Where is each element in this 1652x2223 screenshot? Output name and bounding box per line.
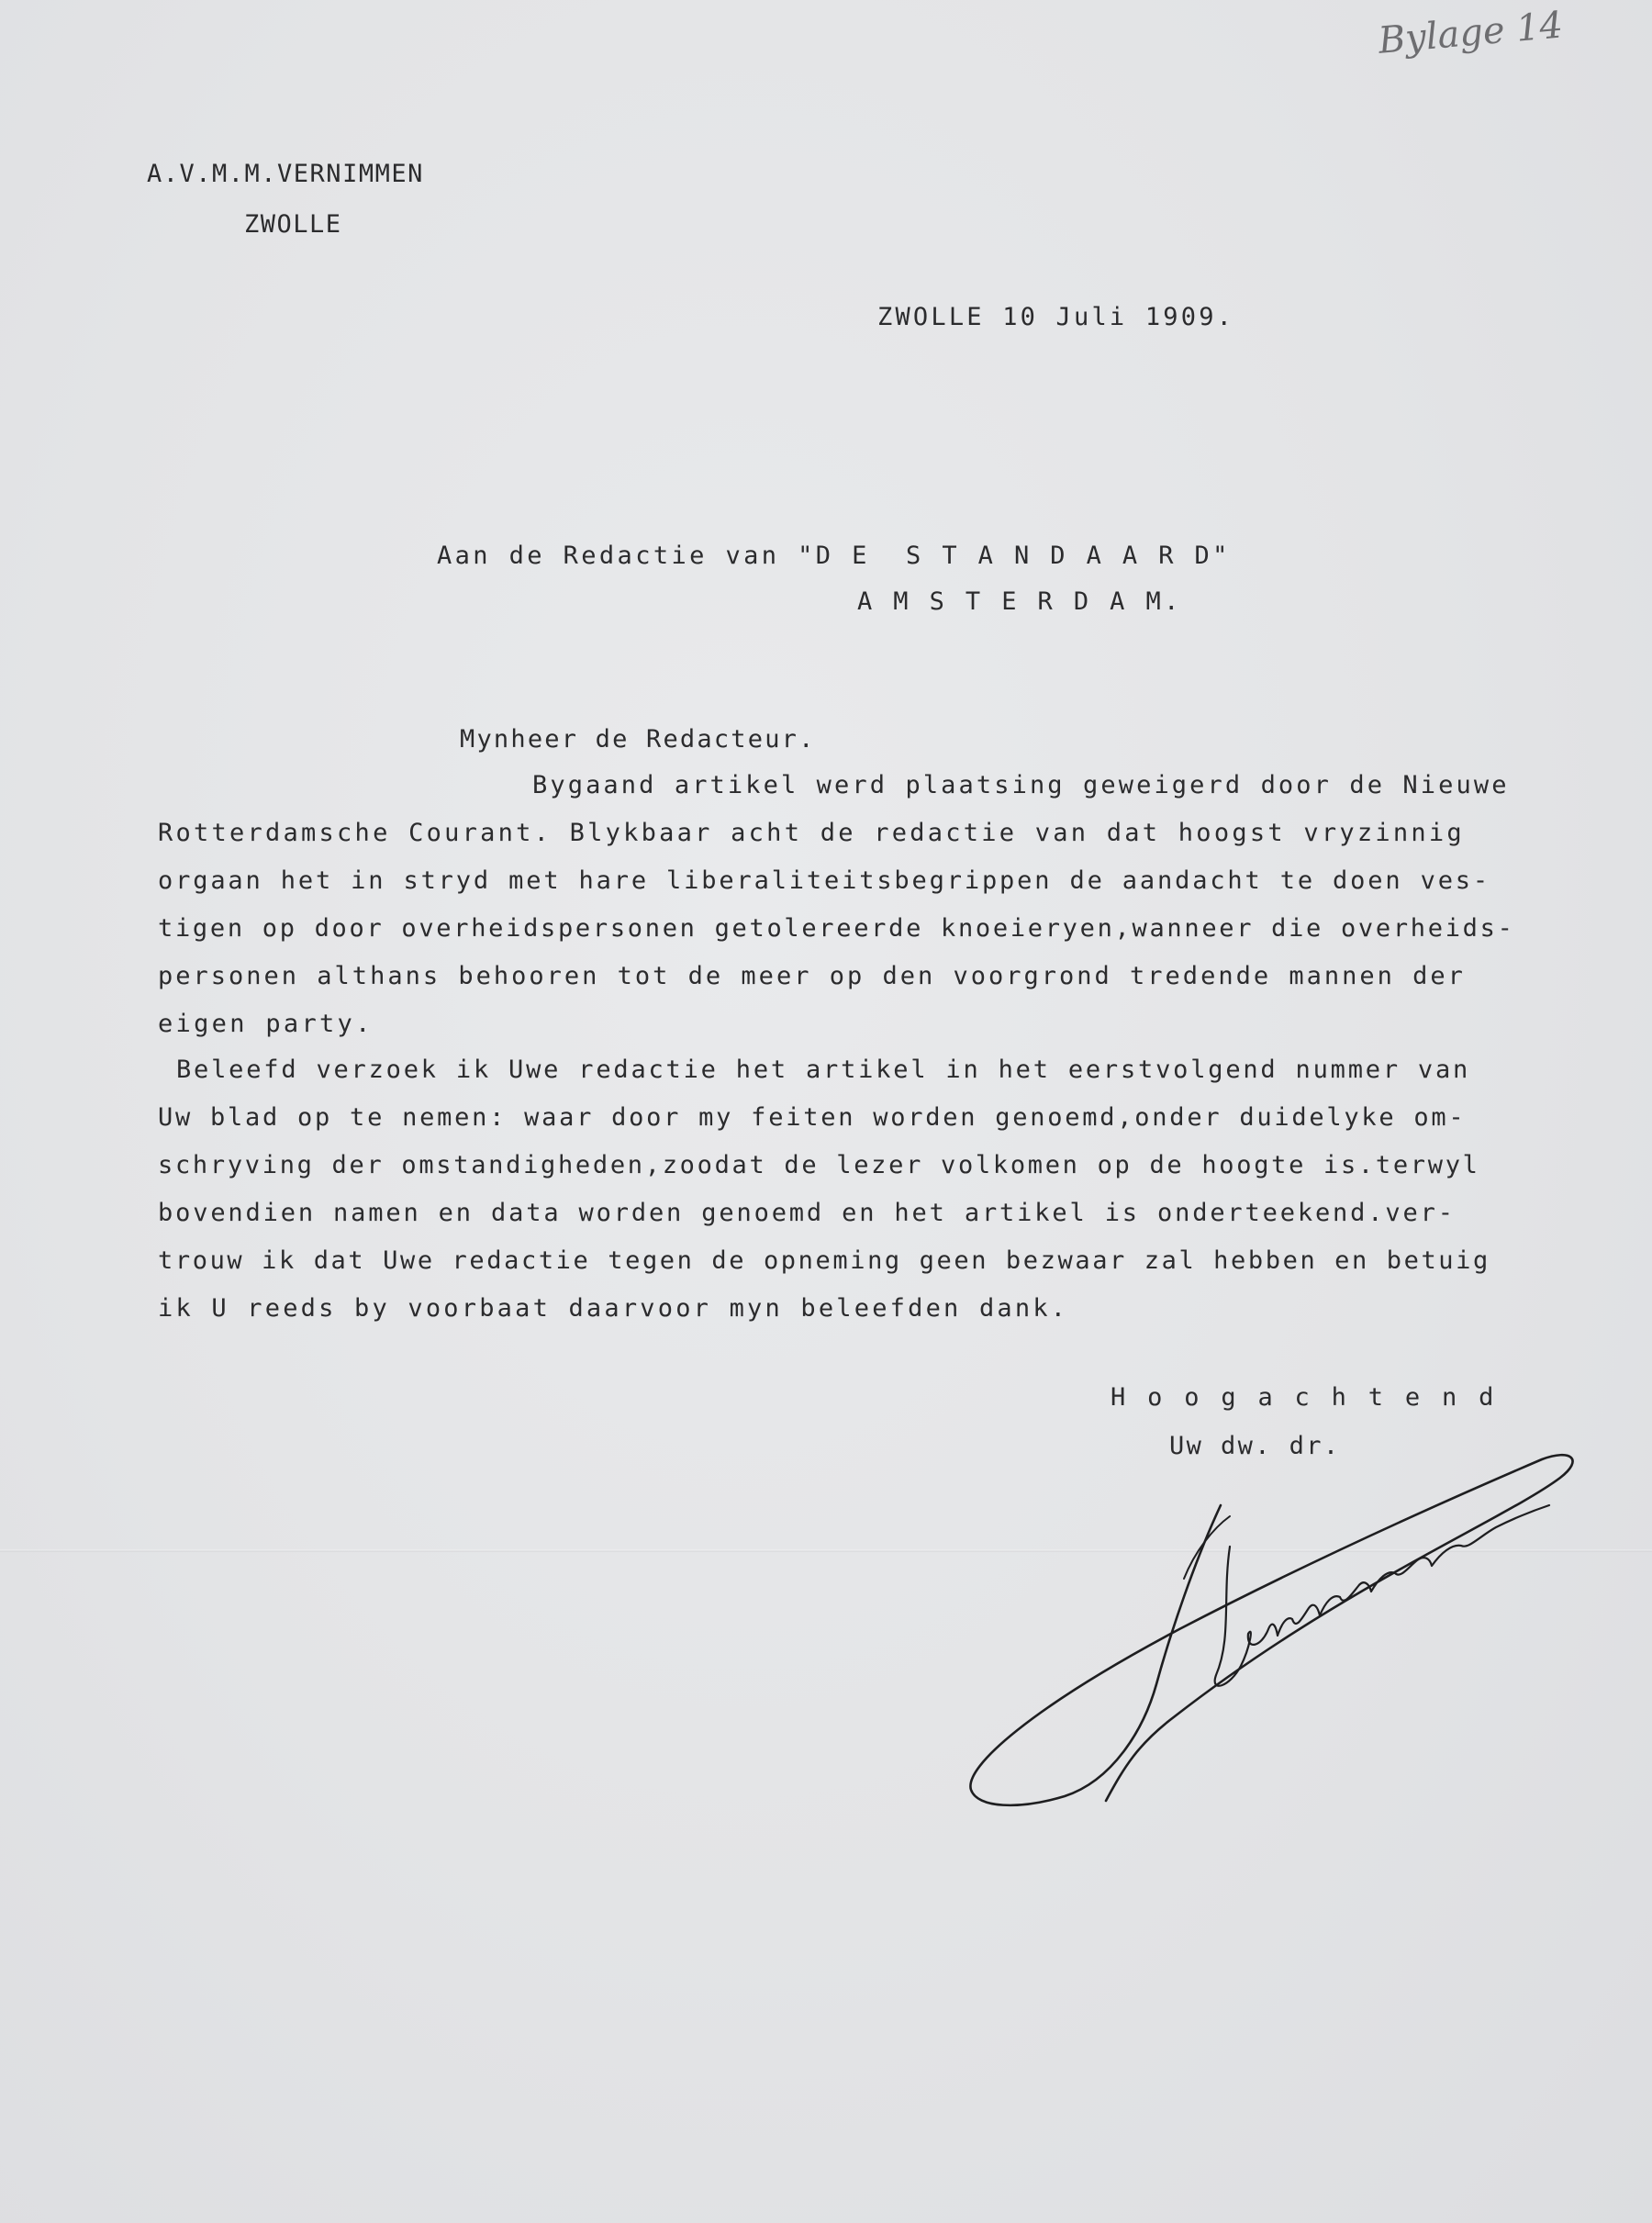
body-line: orgaan het in stryd met hare liberaliteitsbegrippen de aandacht te doen ves- [158,866,1491,895]
signature-script [1215,1505,1549,1686]
sender-city: ZWOLLE [244,210,342,239]
body-line: Rotterdamsche Courant. Blykbaar acht de redactie van dat hoogst vryzinnig [158,819,1465,847]
signature-stroke [1184,1516,1230,1579]
body-line: Beleefd verzoek ik Uwe redactie het artikel in het eerstvolgend nummer van [176,1056,1471,1084]
closing-greeting: H o o g a c h t e n d [1111,1383,1498,1412]
body-line: schryving der omstandigheden,zoodat de lezer volkomen op de hoogte is.terwyl [158,1151,1480,1179]
handwritten-annotation: Bylage 14 [1377,4,1565,62]
signature [954,1441,1588,1826]
date-line: ZWOLLE 10 Juli 1909. [877,303,1235,331]
closing-subscript: Uw dw. dr. [1169,1432,1341,1460]
body-line: Bygaand artikel werd plaatsing geweigerd door de Nieuwe [532,771,1510,799]
recipient-line-2: A M S T E R D A M. [857,587,1182,616]
body-line: Uw blad op te nemen: waar door my feiten worden genoemd,onder duidelyke om- [158,1103,1467,1132]
sender-name: A.V.M.M.VERNIMMEN [147,160,424,188]
body-line: personen althans behooren tot de meer op den voorgrond tredende mannen der [158,962,1466,990]
body-line: tigen op door overheidspersonen getolereerde knoeieryen,wanneer die overheids- [158,914,1515,943]
signature-flourish [970,1455,1572,1805]
recipient-line-1: Aan de Redactie van "D E S T A N D A A R D" [437,542,1231,570]
body-line: ik U reeds by voorbaat daarvoor myn beleefden dank. [158,1294,1069,1323]
salutation: Mynheer de Redacteur. [460,725,816,754]
body-line: bovendien namen en data worden genoemd en het artikel is onderteekend.ver- [158,1199,1456,1227]
body-line: eigen party. [158,1010,374,1038]
body-line: trouw ik dat Uwe redactie tegen de opneming geen bezwaar zal hebben en betuig [158,1246,1490,1275]
